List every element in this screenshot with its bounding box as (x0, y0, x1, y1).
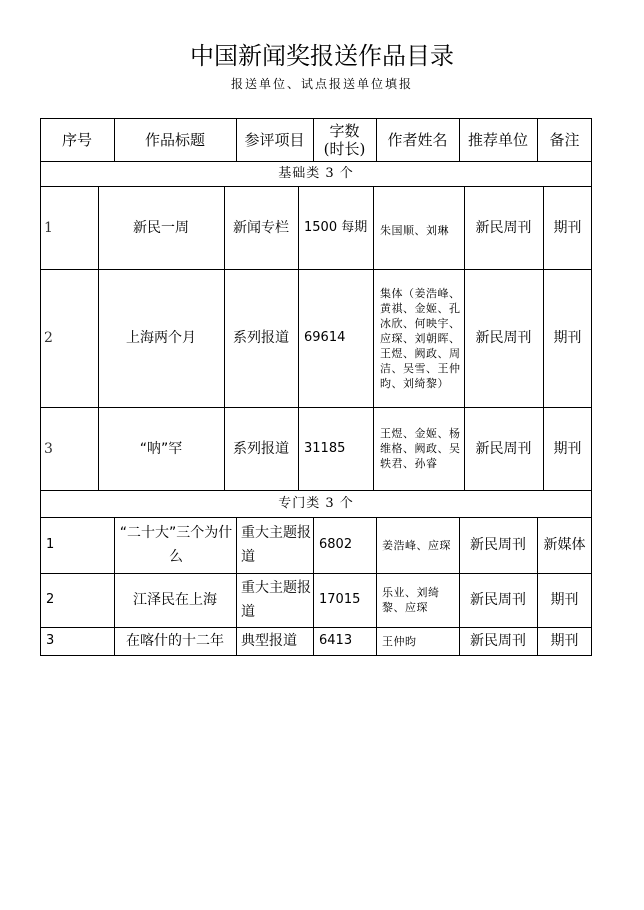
row-length: 17015 (319, 592, 361, 607)
document-title: 中国新闻奖报送作品目录 (190, 42, 454, 70)
row-category: 重大主题报道 (241, 580, 311, 620)
row-category: 新闻专栏 (233, 219, 289, 236)
row-title: “呐”罕 (139, 440, 183, 457)
row-number: 1 (44, 219, 53, 236)
row-category: 系列报道 (233, 330, 289, 346)
header-title: 作品标题 (144, 130, 205, 149)
row-unit: 新民周刊 (470, 633, 526, 649)
row-unit: 新民周刊 (475, 440, 532, 457)
row-note: 期刊 (553, 440, 582, 457)
row-note: 新媒体 (543, 537, 586, 553)
row-category: 系列报道 (233, 440, 289, 457)
header-unit: 推荐单位 (467, 130, 528, 149)
row-number: 3 (44, 440, 53, 457)
row-length: 1500 每期 (304, 219, 368, 235)
row-length: 31185 (304, 440, 346, 456)
row-unit: 新民周刊 (470, 537, 526, 553)
row-unit: 新民周刊 (475, 219, 532, 236)
row-title: 江泽民在上海 (133, 592, 217, 608)
section-label-basic: 基础类 3 个 (278, 165, 354, 181)
row-authors: 朱国顺、刘琳 (380, 224, 449, 237)
row-length: 6802 (319, 537, 353, 552)
row-note: 期刊 (553, 330, 582, 346)
row-authors: 王仲昀 (382, 634, 417, 648)
catalog-table (40, 118, 592, 656)
row-unit: 新民周刊 (470, 592, 526, 608)
row-note: 期刊 (553, 219, 582, 236)
row-title: 在喀什的十二年 (126, 633, 224, 649)
row-number: 2 (46, 592, 55, 607)
row-category: 典型报道 (241, 633, 297, 649)
row-authors: 王煜、金姬、杨维格、阙政、吴轶君、孙睿 (380, 427, 461, 470)
row-length: 69614 (304, 330, 346, 345)
row-number: 3 (46, 633, 55, 648)
row-length: 6413 (319, 633, 353, 648)
header-category: 参评项目 (244, 130, 305, 149)
header-length-line2: (时长) (323, 139, 366, 158)
header-length-line1: 字数 (329, 121, 360, 140)
row-note: 期刊 (550, 592, 579, 608)
row-number: 1 (46, 537, 55, 552)
row-title: 上海两个月 (126, 330, 196, 346)
section-label-special: 专门类 3 个 (278, 495, 354, 511)
document-subtitle: 报送单位、试点报送单位填报 (230, 77, 413, 91)
row-authors: 集体（姜浩峰、黄祺、金姬、孔冰欣、何映宇、应琛、刘朝晖、王煜、阙政、周洁、吴雪、王仲昀、刘绮黎） (380, 286, 461, 390)
row-category: 重大主题报道 (241, 525, 311, 565)
row-title: “二十大”三个为什么 (119, 525, 233, 565)
header-number: 序号 (61, 130, 92, 149)
header-length (313, 118, 376, 161)
header-authors: 作者姓名 (387, 130, 448, 149)
row-authors: 乐业、刘绮黎、应琛 (382, 586, 440, 614)
row-authors: 姜浩峰、应琛 (382, 538, 451, 552)
row-unit: 新民周刊 (475, 330, 532, 346)
row-title: 新民一周 (133, 219, 189, 236)
header-note: 备注 (549, 130, 580, 149)
row-number: 2 (44, 330, 53, 346)
row-note: 期刊 (550, 633, 579, 649)
